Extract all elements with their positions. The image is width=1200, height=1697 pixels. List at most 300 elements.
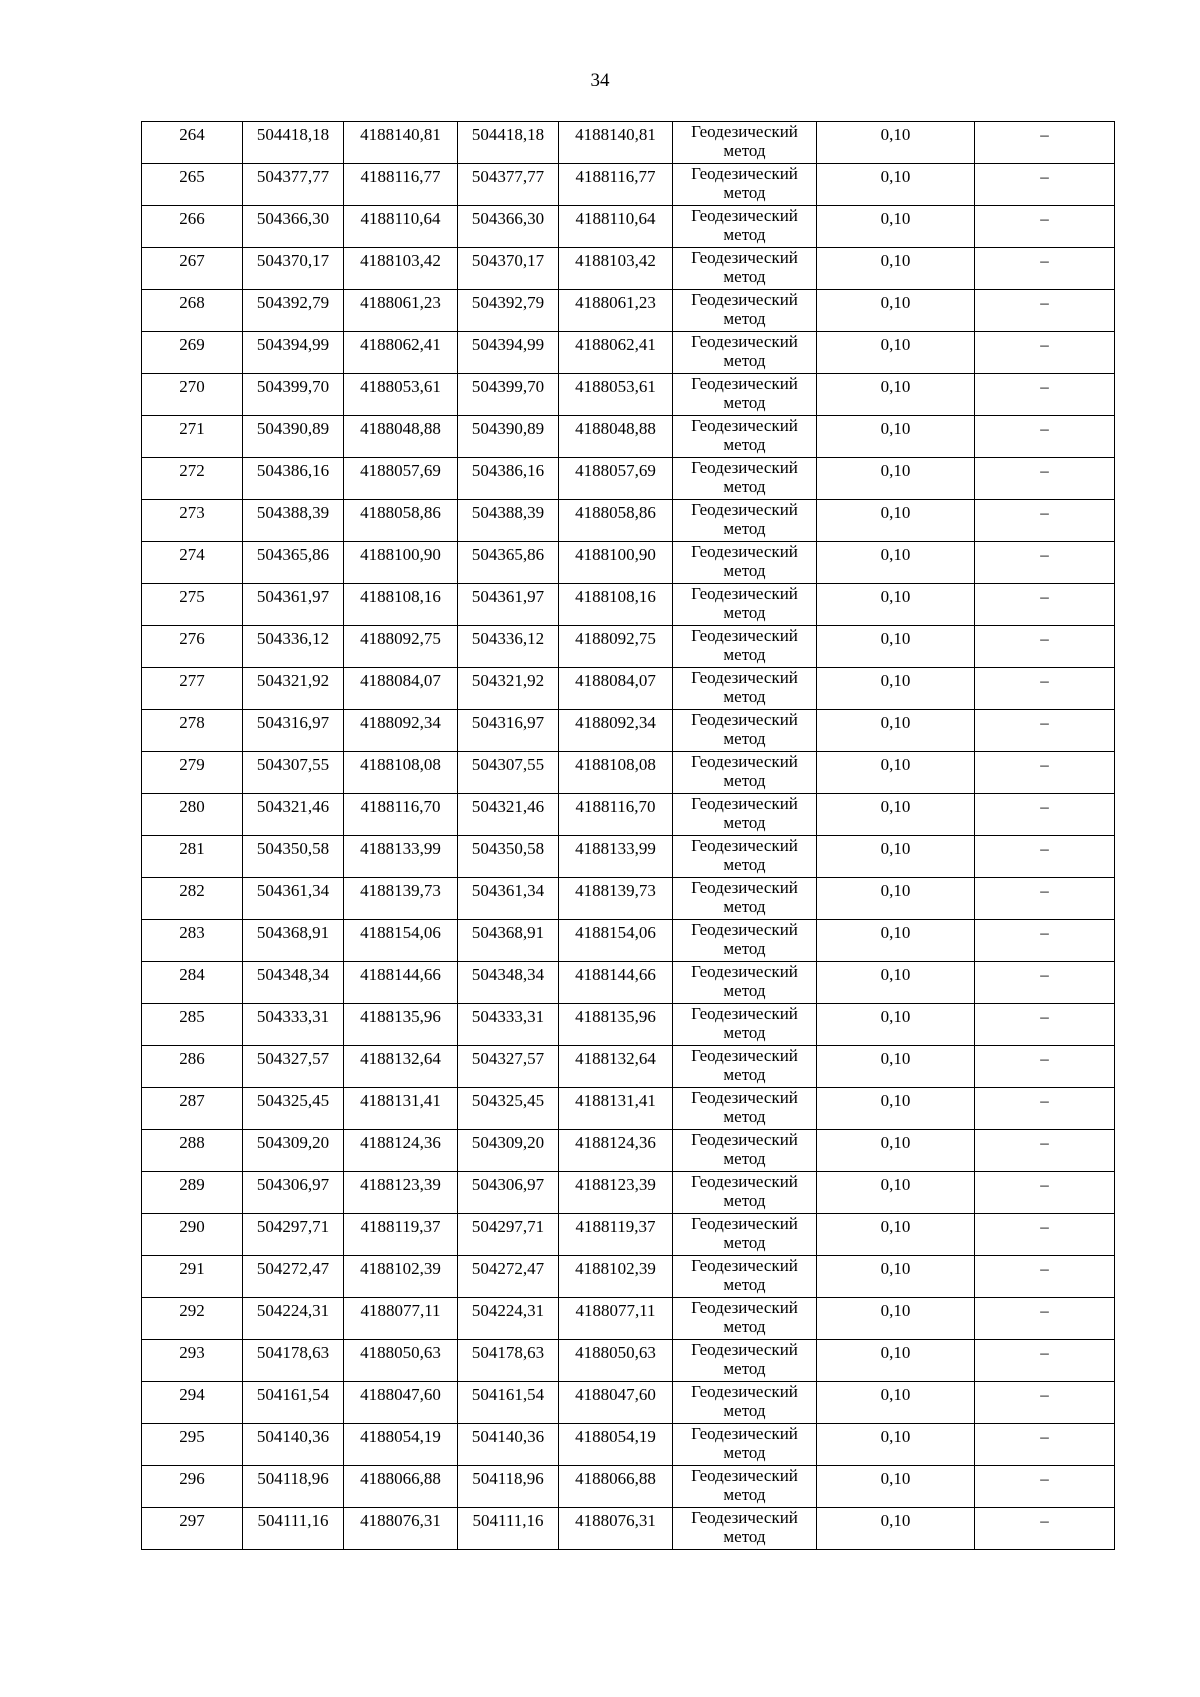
x-new-cell: 504350,58 <box>458 836 559 878</box>
x-existing-cell: 504321,46 <box>243 794 344 836</box>
y-existing-cell: 4188103,42 <box>344 248 458 290</box>
description-cell: – <box>975 752 1115 794</box>
method-line-2: метод <box>723 561 766 580</box>
method-cell <box>673 794 817 836</box>
method-line-1: Геодезический <box>691 710 798 729</box>
method-cell <box>673 290 817 332</box>
table-row <box>142 752 1115 794</box>
accuracy-cell: 0,10 <box>817 164 975 206</box>
accuracy-cell: 0,10 <box>817 626 975 668</box>
accuracy-cell: 0,10 <box>817 962 975 1004</box>
y-existing-cell: 4188092,34 <box>344 710 458 752</box>
accuracy-cell: 0,10 <box>817 458 975 500</box>
method-line-1: Геодезический <box>691 332 798 351</box>
method-line-2: метод <box>723 1485 766 1504</box>
method-line-2: метод <box>723 435 766 454</box>
y-new-cell: 4188139,73 <box>559 878 673 920</box>
x-existing-cell: 504297,71 <box>243 1214 344 1256</box>
description-cell: – <box>975 1424 1115 1466</box>
y-existing-cell: 4188119,37 <box>344 1214 458 1256</box>
method-line-1: Геодезический <box>691 584 798 603</box>
point-number-cell: 284 <box>142 962 243 1004</box>
accuracy-cell: 0,10 <box>817 206 975 248</box>
method-line-1: Геодезический <box>691 248 798 267</box>
table-row <box>142 416 1115 458</box>
method-line-1: Геодезический <box>691 1508 798 1527</box>
y-existing-cell: 4188102,39 <box>344 1256 458 1298</box>
table-row <box>142 710 1115 752</box>
accuracy-cell: 0,10 <box>817 1130 975 1172</box>
x-existing-cell: 504366,30 <box>243 206 344 248</box>
x-new-cell: 504390,89 <box>458 416 559 458</box>
accuracy-cell: 0,10 <box>817 1004 975 1046</box>
table-row <box>142 584 1115 626</box>
table-body <box>142 122 1115 1550</box>
x-existing-cell: 504307,55 <box>243 752 344 794</box>
table-row <box>142 668 1115 710</box>
y-existing-cell: 4188053,61 <box>344 374 458 416</box>
accuracy-cell: 0,10 <box>817 752 975 794</box>
method-cell <box>673 1340 817 1382</box>
x-new-cell: 504370,17 <box>458 248 559 290</box>
y-existing-cell: 4188144,66 <box>344 962 458 1004</box>
description-cell: – <box>975 500 1115 542</box>
point-number-cell: 283 <box>142 920 243 962</box>
y-new-cell: 4188108,08 <box>559 752 673 794</box>
y-existing-cell: 4188062,41 <box>344 332 458 374</box>
method-line-2: метод <box>723 771 766 790</box>
table-row <box>142 122 1115 164</box>
x-existing-cell: 504316,97 <box>243 710 344 752</box>
y-existing-cell: 4188084,07 <box>344 668 458 710</box>
y-new-cell: 4188123,39 <box>559 1172 673 1214</box>
table-row <box>142 374 1115 416</box>
description-cell: – <box>975 1172 1115 1214</box>
x-existing-cell: 504224,31 <box>243 1298 344 1340</box>
method-line-1: Геодезический <box>691 1214 798 1233</box>
x-existing-cell: 504321,92 <box>243 668 344 710</box>
y-existing-cell: 4188116,77 <box>344 164 458 206</box>
method-cell <box>673 1256 817 1298</box>
x-existing-cell: 504309,20 <box>243 1130 344 1172</box>
method-line-2: метод <box>723 1149 766 1168</box>
x-existing-cell: 504386,16 <box>243 458 344 500</box>
x-existing-cell: 504333,31 <box>243 1004 344 1046</box>
x-new-cell: 504394,99 <box>458 332 559 374</box>
method-line-1: Геодезический <box>691 416 798 435</box>
accuracy-cell: 0,10 <box>817 794 975 836</box>
method-cell <box>673 1046 817 1088</box>
y-new-cell: 4188100,90 <box>559 542 673 584</box>
y-existing-cell: 4188054,19 <box>344 1424 458 1466</box>
point-number-cell: 274 <box>142 542 243 584</box>
description-cell: – <box>975 710 1115 752</box>
x-existing-cell: 504377,77 <box>243 164 344 206</box>
description-cell: – <box>975 920 1115 962</box>
accuracy-cell: 0,10 <box>817 1424 975 1466</box>
method-cell <box>673 458 817 500</box>
table-row <box>142 458 1115 500</box>
table-row <box>142 1256 1115 1298</box>
x-existing-cell: 504325,45 <box>243 1088 344 1130</box>
method-cell <box>673 962 817 1004</box>
x-new-cell: 504321,92 <box>458 668 559 710</box>
method-line-2: метод <box>723 1359 766 1378</box>
x-new-cell: 504161,54 <box>458 1382 559 1424</box>
point-number-cell: 287 <box>142 1088 243 1130</box>
method-cell <box>673 1214 817 1256</box>
method-line-1: Геодезический <box>691 1298 798 1317</box>
method-cell <box>673 206 817 248</box>
table-row <box>142 248 1115 290</box>
x-existing-cell: 504348,34 <box>243 962 344 1004</box>
y-new-cell: 4188077,11 <box>559 1298 673 1340</box>
point-number-cell: 289 <box>142 1172 243 1214</box>
y-new-cell: 4188054,19 <box>559 1424 673 1466</box>
description-cell: – <box>975 626 1115 668</box>
method-line-1: Геодезический <box>691 1172 798 1191</box>
table-row <box>142 836 1115 878</box>
x-existing-cell: 504394,99 <box>243 332 344 374</box>
method-line-1: Геодезический <box>691 1382 798 1401</box>
point-number-cell: 267 <box>142 248 243 290</box>
description-cell: – <box>975 542 1115 584</box>
y-existing-cell: 4188139,73 <box>344 878 458 920</box>
description-cell: – <box>975 290 1115 332</box>
x-existing-cell: 504161,54 <box>243 1382 344 1424</box>
x-new-cell: 504366,30 <box>458 206 559 248</box>
y-new-cell: 4188140,81 <box>559 122 673 164</box>
y-new-cell: 4188102,39 <box>559 1256 673 1298</box>
method-line-1: Геодезический <box>691 1424 798 1443</box>
description-cell: – <box>975 1130 1115 1172</box>
y-existing-cell: 4188108,08 <box>344 752 458 794</box>
x-new-cell: 504325,45 <box>458 1088 559 1130</box>
description-cell: – <box>975 1088 1115 1130</box>
method-line-2: метод <box>723 729 766 748</box>
point-number-cell: 295 <box>142 1424 243 1466</box>
method-cell <box>673 1088 817 1130</box>
method-cell <box>673 332 817 374</box>
x-new-cell: 504140,36 <box>458 1424 559 1466</box>
accuracy-cell: 0,10 <box>817 416 975 458</box>
x-existing-cell: 504140,36 <box>243 1424 344 1466</box>
method-line-2: метод <box>723 309 766 328</box>
point-number-cell: 276 <box>142 626 243 668</box>
method-line-1: Геодезический <box>691 374 798 393</box>
method-line-1: Геодезический <box>691 1340 798 1359</box>
method-line-2: метод <box>723 1443 766 1462</box>
method-line-1: Геодезический <box>691 626 798 645</box>
table-row <box>142 1508 1115 1550</box>
y-new-cell: 4188133,99 <box>559 836 673 878</box>
table-row <box>142 626 1115 668</box>
x-new-cell: 504118,96 <box>458 1466 559 1508</box>
y-new-cell: 4188062,41 <box>559 332 673 374</box>
method-cell <box>673 1004 817 1046</box>
y-existing-cell: 4188100,90 <box>344 542 458 584</box>
x-new-cell: 504386,16 <box>458 458 559 500</box>
point-number-cell: 270 <box>142 374 243 416</box>
x-existing-cell: 504392,79 <box>243 290 344 332</box>
table-row <box>142 1004 1115 1046</box>
method-line-2: метод <box>723 225 766 244</box>
table-row <box>142 1424 1115 1466</box>
y-existing-cell: 4188133,99 <box>344 836 458 878</box>
x-existing-cell: 504365,86 <box>243 542 344 584</box>
method-line-1: Геодезический <box>691 164 798 183</box>
y-new-cell: 4188066,88 <box>559 1466 673 1508</box>
point-number-cell: 266 <box>142 206 243 248</box>
accuracy-cell: 0,10 <box>817 878 975 920</box>
point-number-cell: 280 <box>142 794 243 836</box>
method-cell <box>673 164 817 206</box>
x-existing-cell: 504388,39 <box>243 500 344 542</box>
description-cell: – <box>975 1256 1115 1298</box>
method-line-2: метод <box>723 183 766 202</box>
method-line-2: метод <box>723 939 766 958</box>
table-row <box>142 164 1115 206</box>
x-new-cell: 504178,63 <box>458 1340 559 1382</box>
y-new-cell: 4188116,77 <box>559 164 673 206</box>
point-number-cell: 291 <box>142 1256 243 1298</box>
y-new-cell: 4188154,06 <box>559 920 673 962</box>
method-line-2: метод <box>723 813 766 832</box>
x-new-cell: 504272,47 <box>458 1256 559 1298</box>
x-new-cell: 504316,97 <box>458 710 559 752</box>
accuracy-cell: 0,10 <box>817 1088 975 1130</box>
y-existing-cell: 4188108,16 <box>344 584 458 626</box>
point-number-cell: 278 <box>142 710 243 752</box>
method-line-1: Геодезический <box>691 542 798 561</box>
y-new-cell: 4188050,63 <box>559 1340 673 1382</box>
method-line-1: Геодезический <box>691 1004 798 1023</box>
y-existing-cell: 4188123,39 <box>344 1172 458 1214</box>
description-cell: – <box>975 836 1115 878</box>
accuracy-cell: 0,10 <box>817 920 975 962</box>
table-row <box>142 1382 1115 1424</box>
y-new-cell: 4188144,66 <box>559 962 673 1004</box>
x-existing-cell: 504306,97 <box>243 1172 344 1214</box>
y-existing-cell: 4188061,23 <box>344 290 458 332</box>
point-number-cell: 272 <box>142 458 243 500</box>
description-cell: – <box>975 206 1115 248</box>
method-cell <box>673 710 817 752</box>
method-cell <box>673 1466 817 1508</box>
x-existing-cell: 504178,63 <box>243 1340 344 1382</box>
accuracy-cell: 0,10 <box>817 584 975 626</box>
method-line-1: Геодезический <box>691 878 798 897</box>
page-number: 34 <box>590 70 610 91</box>
point-number-cell: 268 <box>142 290 243 332</box>
method-line-1: Геодезический <box>691 794 798 813</box>
y-new-cell: 4188047,60 <box>559 1382 673 1424</box>
point-number-cell: 277 <box>142 668 243 710</box>
y-new-cell: 4188092,34 <box>559 710 673 752</box>
table-row <box>142 1340 1115 1382</box>
y-existing-cell: 4188066,88 <box>344 1466 458 1508</box>
y-existing-cell: 4188140,81 <box>344 122 458 164</box>
x-new-cell: 504388,39 <box>458 500 559 542</box>
method-line-1: Геодезический <box>691 458 798 477</box>
y-new-cell: 4188110,64 <box>559 206 673 248</box>
method-line-2: метод <box>723 1275 766 1294</box>
accuracy-cell: 0,10 <box>817 248 975 290</box>
method-line-1: Геодезический <box>691 1046 798 1065</box>
method-line-1: Геодезический <box>691 206 798 225</box>
y-new-cell: 4188119,37 <box>559 1214 673 1256</box>
table-row <box>142 1214 1115 1256</box>
table-row <box>142 1046 1115 1088</box>
method-cell <box>673 1172 817 1214</box>
method-line-2: метод <box>723 267 766 286</box>
x-existing-cell: 504418,18 <box>243 122 344 164</box>
accuracy-cell: 0,10 <box>817 542 975 584</box>
point-number-cell: 273 <box>142 500 243 542</box>
method-cell <box>673 878 817 920</box>
x-existing-cell: 504336,12 <box>243 626 344 668</box>
method-line-1: Геодезический <box>691 668 798 687</box>
method-line-2: метод <box>723 1065 766 1084</box>
y-existing-cell: 4188077,11 <box>344 1298 458 1340</box>
method-cell <box>673 248 817 290</box>
method-line-2: метод <box>723 1317 766 1336</box>
method-line-2: метод <box>723 981 766 1000</box>
point-number-cell: 294 <box>142 1382 243 1424</box>
x-new-cell: 504361,97 <box>458 584 559 626</box>
y-existing-cell: 4188076,31 <box>344 1508 458 1550</box>
y-new-cell: 4188058,86 <box>559 500 673 542</box>
x-new-cell: 504361,34 <box>458 878 559 920</box>
description-cell: – <box>975 584 1115 626</box>
x-new-cell: 504348,34 <box>458 962 559 1004</box>
x-existing-cell: 504370,17 <box>243 248 344 290</box>
y-existing-cell: 4188048,88 <box>344 416 458 458</box>
y-existing-cell: 4188135,96 <box>344 1004 458 1046</box>
method-cell <box>673 122 817 164</box>
accuracy-cell: 0,10 <box>817 836 975 878</box>
point-number-cell: 275 <box>142 584 243 626</box>
point-number-cell: 269 <box>142 332 243 374</box>
description-cell: – <box>975 1466 1115 1508</box>
accuracy-cell: 0,10 <box>817 1340 975 1382</box>
x-existing-cell: 504361,34 <box>243 878 344 920</box>
x-new-cell: 504321,46 <box>458 794 559 836</box>
y-new-cell: 4188084,07 <box>559 668 673 710</box>
description-cell: – <box>975 1340 1115 1382</box>
point-number-cell: 290 <box>142 1214 243 1256</box>
y-new-cell: 4188057,69 <box>559 458 673 500</box>
y-existing-cell: 4188058,86 <box>344 500 458 542</box>
point-number-cell: 265 <box>142 164 243 206</box>
method-line-2: метод <box>723 351 766 370</box>
y-new-cell: 4188124,36 <box>559 1130 673 1172</box>
accuracy-cell: 0,10 <box>817 668 975 710</box>
table-row <box>142 878 1115 920</box>
method-line-2: метод <box>723 1191 766 1210</box>
accuracy-cell: 0,10 <box>817 710 975 752</box>
method-line-2: метод <box>723 393 766 412</box>
point-number-cell: 285 <box>142 1004 243 1046</box>
y-new-cell: 4188131,41 <box>559 1088 673 1130</box>
y-new-cell: 4188135,96 <box>559 1004 673 1046</box>
method-line-2: метод <box>723 1527 766 1546</box>
accuracy-cell: 0,10 <box>817 332 975 374</box>
method-cell <box>673 752 817 794</box>
description-cell: – <box>975 374 1115 416</box>
table-row <box>142 962 1115 1004</box>
table-row <box>142 1466 1115 1508</box>
x-new-cell: 504336,12 <box>458 626 559 668</box>
description-cell: – <box>975 248 1115 290</box>
method-line-2: метод <box>723 1401 766 1420</box>
description-cell: – <box>975 416 1115 458</box>
table-row <box>142 794 1115 836</box>
accuracy-cell: 0,10 <box>817 1382 975 1424</box>
x-existing-cell: 504111,16 <box>243 1508 344 1550</box>
point-number-cell: 286 <box>142 1046 243 1088</box>
description-cell: – <box>975 1382 1115 1424</box>
y-new-cell: 4188116,70 <box>559 794 673 836</box>
method-line-2: метод <box>723 645 766 664</box>
description-cell: – <box>975 122 1115 164</box>
table-row <box>142 206 1115 248</box>
x-new-cell: 504111,16 <box>458 1508 559 1550</box>
method-line-2: метод <box>723 1233 766 1252</box>
x-new-cell: 504309,20 <box>458 1130 559 1172</box>
x-new-cell: 504306,97 <box>458 1172 559 1214</box>
method-line-1: Геодезический <box>691 290 798 309</box>
description-cell: – <box>975 332 1115 374</box>
accuracy-cell: 0,10 <box>817 1046 975 1088</box>
method-cell <box>673 1382 817 1424</box>
accuracy-cell: 0,10 <box>817 374 975 416</box>
coordinates-table <box>141 121 1115 1550</box>
method-line-2: метод <box>723 477 766 496</box>
description-cell: – <box>975 1046 1115 1088</box>
x-new-cell: 504368,91 <box>458 920 559 962</box>
point-number-cell: 271 <box>142 416 243 458</box>
accuracy-cell: 0,10 <box>817 290 975 332</box>
y-existing-cell: 4188131,41 <box>344 1088 458 1130</box>
accuracy-cell: 0,10 <box>817 1214 975 1256</box>
table-row <box>142 1298 1115 1340</box>
accuracy-cell: 0,10 <box>817 1466 975 1508</box>
accuracy-cell: 0,10 <box>817 1508 975 1550</box>
y-existing-cell: 4188116,70 <box>344 794 458 836</box>
y-existing-cell: 4188092,75 <box>344 626 458 668</box>
x-existing-cell: 504118,96 <box>243 1466 344 1508</box>
x-existing-cell: 504350,58 <box>243 836 344 878</box>
x-existing-cell: 504327,57 <box>243 1046 344 1088</box>
x-existing-cell: 504368,91 <box>243 920 344 962</box>
method-cell <box>673 374 817 416</box>
method-line-2: метод <box>723 141 766 160</box>
table-row <box>142 1130 1115 1172</box>
method-line-1: Геодезический <box>691 1088 798 1107</box>
description-cell: – <box>975 1508 1115 1550</box>
x-existing-cell: 504390,89 <box>243 416 344 458</box>
point-number-cell: 282 <box>142 878 243 920</box>
y-existing-cell: 4188124,36 <box>344 1130 458 1172</box>
y-new-cell: 4188076,31 <box>559 1508 673 1550</box>
accuracy-cell: 0,10 <box>817 1172 975 1214</box>
method-cell <box>673 1130 817 1172</box>
y-new-cell: 4188061,23 <box>559 290 673 332</box>
x-new-cell: 504307,55 <box>458 752 559 794</box>
table-row <box>142 332 1115 374</box>
point-number-cell: 281 <box>142 836 243 878</box>
